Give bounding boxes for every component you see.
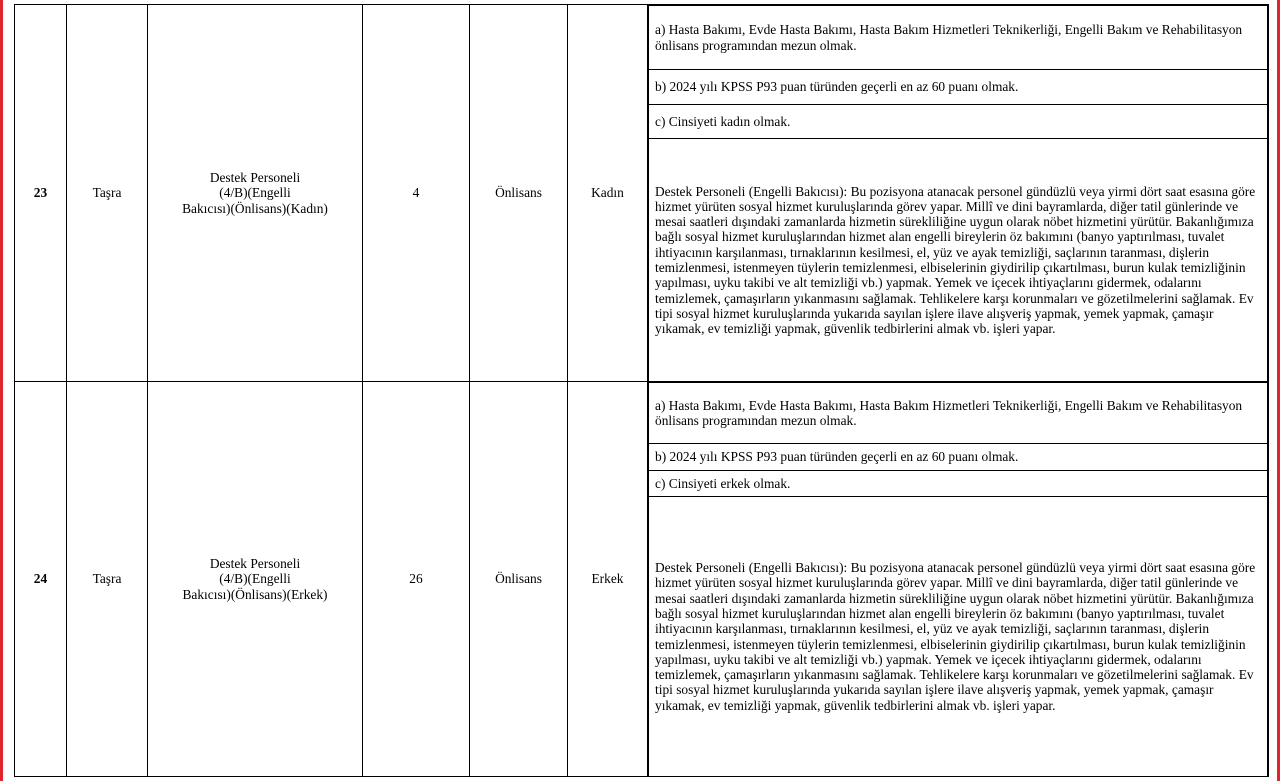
position-title-line: Destek Personeli xyxy=(209,556,301,572)
education-level: Önlisans xyxy=(470,5,568,382)
requirement-b: b) 2024 yılı KPSS P93 puan türünden geçerli en az 60 puanı olmak. xyxy=(649,444,1268,471)
position-title-line: Bakıcısı)(Önlisans)(Erkek) xyxy=(182,586,328,602)
gender-cell: Kadın xyxy=(568,5,648,382)
row-number: 23 xyxy=(15,5,67,382)
position-title-line: (4/B)(Engelli xyxy=(219,185,291,201)
unit-cell: Taşra xyxy=(67,5,148,382)
requirements-list xyxy=(648,5,1268,381)
requirements-cell xyxy=(648,382,1269,777)
table-row xyxy=(15,382,1269,777)
position-title-line: Destek Personeli xyxy=(209,170,301,186)
position-count: 4 xyxy=(363,5,470,382)
position-title xyxy=(148,5,363,382)
gender-cell: Erkek xyxy=(568,382,648,777)
job-description: Destek Personeli (Engelli Bakıcısı): Bu pozisyona atanacak personel gündüzlü veya yirmi dört saat esasına göre hizmet yürüten sosyal hizmet kuruluşlarında görev yapar. Millî ve dini bayramlarda, diğer tatil günlerinde ve mesai saatleri dışındaki zamanlarda hizmetin sürekliliğine uygun olarak nöbet hizmetini yürütür. Bakanlığımıza bağlı sosyal hizmet kuruluşlarından hizmet alan engelli bireylerin öz bakımını (banyo yaptırılması, tuvalet ihtiyacının karşılanması, tırnaklarının kesilmesi, el, yüz ve ayak temizliği, saçlarının taranması, dişlerin temizlenmesi, istenmeyen tüylerin temizlenmesi, elbiselerinin giydirilip çıkartılması, burun kulak temizliğinin yapılması, uyku takibi ve alt temizliği vb.) yapmak. Yemek ve içecek ihtiyaçlarını gidermek, odalarını temizlemek, çamaşırların yıkanmasını sağlamak. Tehlikelere karşı korunmaları ve gözetilmelerini sağlamak. Ev tipi sosyal hizmet kuruluşlarında yukarıda sayılan işlere ilave alışveriş yapmak, yemek yapmak, çamaşır yıkamak, ev temizliği yapmak, güvenlik tedbirlerini almak vb. işleri yapar. xyxy=(649,497,1268,777)
requirement-a: a) Hasta Bakımı, Evde Hasta Bakımı, Hasta Bakım Hizmetleri Teknikerliği, Engelli Bakım ve Rehabilitasyon önlisans programından mezun olmak. xyxy=(649,383,1268,444)
position-count: 26 xyxy=(363,382,470,777)
requirement-a: a) Hasta Bakımı, Evde Hasta Bakımı, Hasta Bakım Hizmetleri Teknikerliği, Engelli Bakım ve Rehabilitasyon önlisans programından mezun olmak. xyxy=(649,6,1268,70)
table-row xyxy=(15,5,1269,382)
row-number: 24 xyxy=(15,382,67,777)
positions-table xyxy=(14,4,1269,777)
position-title-line: Bakıcısı)(Önlisans)(Kadın) xyxy=(182,200,328,216)
requirements-list xyxy=(648,382,1268,776)
requirements-cell xyxy=(648,5,1269,382)
unit-cell: Taşra xyxy=(67,382,148,777)
education-level: Önlisans xyxy=(470,382,568,777)
position-title xyxy=(148,382,363,777)
requirement-b: b) 2024 yılı KPSS P93 puan türünden geçerli en az 60 puanı olmak. xyxy=(649,70,1268,105)
position-title-line: (4/B)(Engelli xyxy=(219,571,291,587)
job-description: Destek Personeli (Engelli Bakıcısı): Bu pozisyona atanacak personel gündüzlü veya yirmi dört saat esasına göre hizmet yürüten sosyal hizmet kuruluşlarında görev yapar. Millî ve dini bayramlarda, diğer tatil günlerinde ve mesai saatleri dışındaki zamanlarda hizmetin sürekliliğine uygun olarak nöbet hizmetini yürütür. Bakanlığımıza bağlı sosyal hizmet kuruluşlarından hizmet alan engelli bireylerin öz bakımını (banyo yaptırılması, tuvalet ihtiyacının karşılanması, tırnaklarının kesilmesi, el, yüz ve ayak temizliği, saçlarının taranması, dişlerin temizlenmesi, istenmeyen tüylerin temizlenmesi, elbiselerinin giydirilip çıkartılması, burun kulak temizliğinin yapılması, uyku takibi ve alt temizliği vb.) yapmak. Yemek ve içecek ihtiyaçlarını gidermek, odalarını temizlemek, çamaşırların yıkanmasını sağlamak. Tehlikelere karşı korunmaları ve gözetilmelerini sağlamak. Ev tipi sosyal hizmet kuruluşlarında yukarıda sayılan işlere ilave alışveriş yapmak, yemek yapmak, çamaşır yıkamak, ev temizliği yapmak, güvenlik tedbirlerini almak vb. işleri yapar. xyxy=(649,139,1268,382)
requirement-c: c) Cinsiyeti erkek olmak. xyxy=(649,471,1268,497)
requirement-c: c) Cinsiyeti kadın olmak. xyxy=(649,105,1268,139)
